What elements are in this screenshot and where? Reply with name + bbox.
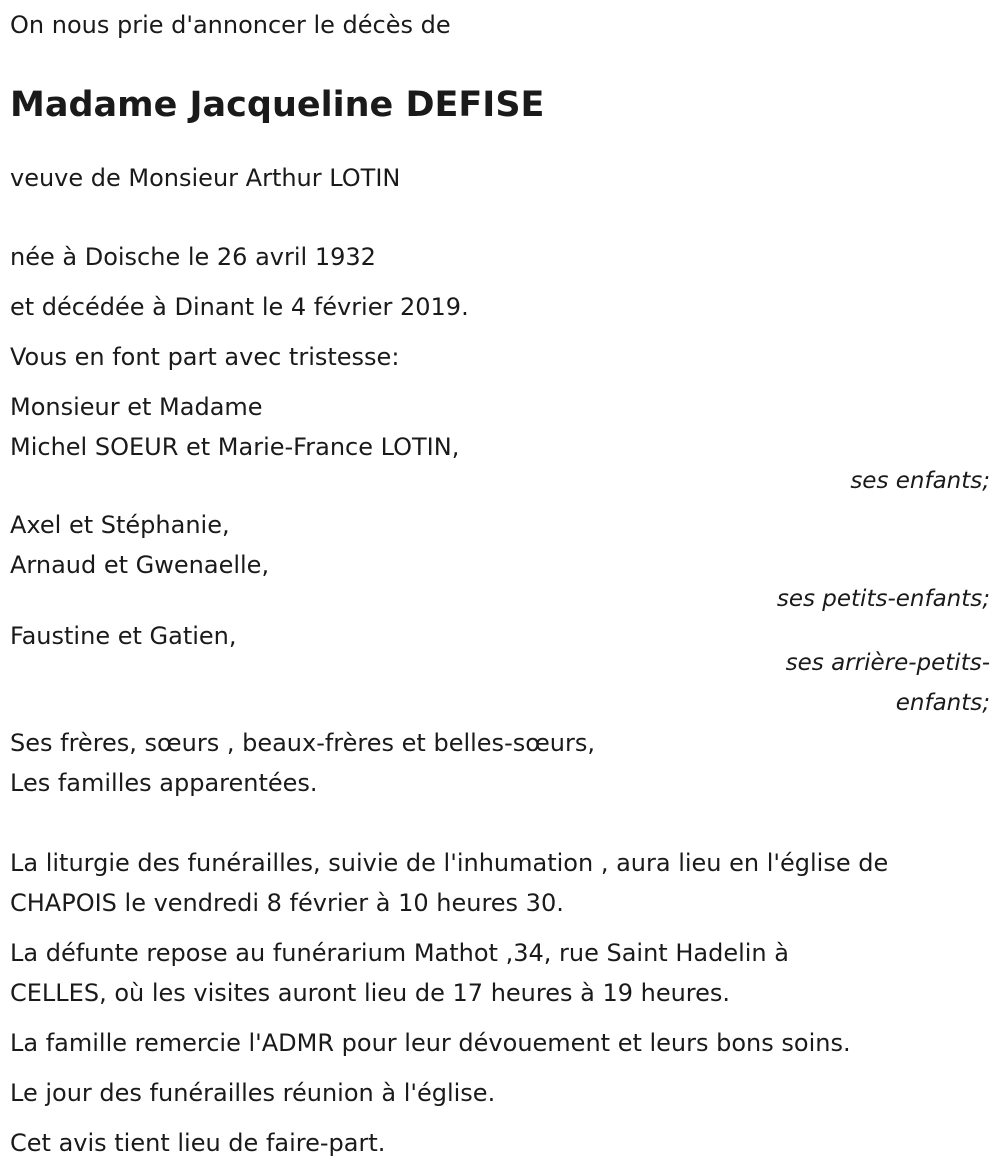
closing-text: Cet avis tient lieu de faire-part. [10, 1129, 386, 1157]
great-grandchildren-role [10, 643, 990, 723]
death-text: et décédée à Dinant le 4 février 2019. [10, 293, 469, 321]
intro-text: On nous prie d'annoncer le décès de [10, 11, 451, 39]
grandchildren-line: Arnaud et Gwenaelle, [10, 551, 270, 579]
children-role: ses enfants; [850, 468, 990, 494]
liturgy-line: La liturgie des funérailles, suivie de l'inhumation , aura lieu en l'église de [10, 849, 889, 877]
grandchildren-line: Axel et Stéphanie, [10, 511, 230, 539]
grandchildren-role: ses petits-enfants; [776, 586, 990, 612]
thanks-text: La famille remercie l'ADMR pour leur dévouement et leurs bons soins. [10, 1029, 851, 1057]
children-line: Monsieur et Madame [10, 393, 263, 421]
great-grandchildren-role-line: ses arrière-petits- [785, 650, 990, 676]
repose-line: La défunte repose au funérarium Mathot ,34, rue Saint Hadelin à [10, 939, 789, 967]
announce-text: Vous en font part avec tristesse: [10, 343, 400, 371]
death-notice [0, 5, 1000, 1169]
children-block [10, 387, 990, 495]
relatives-block [10, 723, 990, 803]
repose-line: CELLES, où les visites auront lieu de 17 heures à 19 heures. [10, 979, 731, 1007]
liturgy-line: CHAPOIS le vendredi 8 février à 10 heures 30. [10, 889, 564, 917]
relatives-line: Ses frères, sœurs , beaux-frères et belles-sœurs, [10, 729, 595, 757]
liturgy-block [10, 843, 990, 923]
grandchildren-block [10, 505, 990, 613]
great-grandchildren-role-line: enfants; [895, 690, 990, 716]
great-grandchildren-block [10, 623, 990, 723]
great-grandchildren-line: Faustine et Gatien, [10, 622, 237, 650]
deceased-name: Madame Jacqueline DEFISE [10, 85, 545, 125]
spouse-text: veuve de Monsieur Arthur LOTIN [10, 164, 401, 192]
reunion-text: Le jour des funérailles réunion à l'église. [10, 1079, 496, 1107]
children-line: Michel SOEUR et Marie-France LOTIN, [10, 433, 460, 461]
relatives-line: Les familles apparentées. [10, 769, 318, 797]
repose-block [10, 933, 990, 1013]
birth-text: née à Doische le 26 avril 1932 [10, 243, 376, 271]
